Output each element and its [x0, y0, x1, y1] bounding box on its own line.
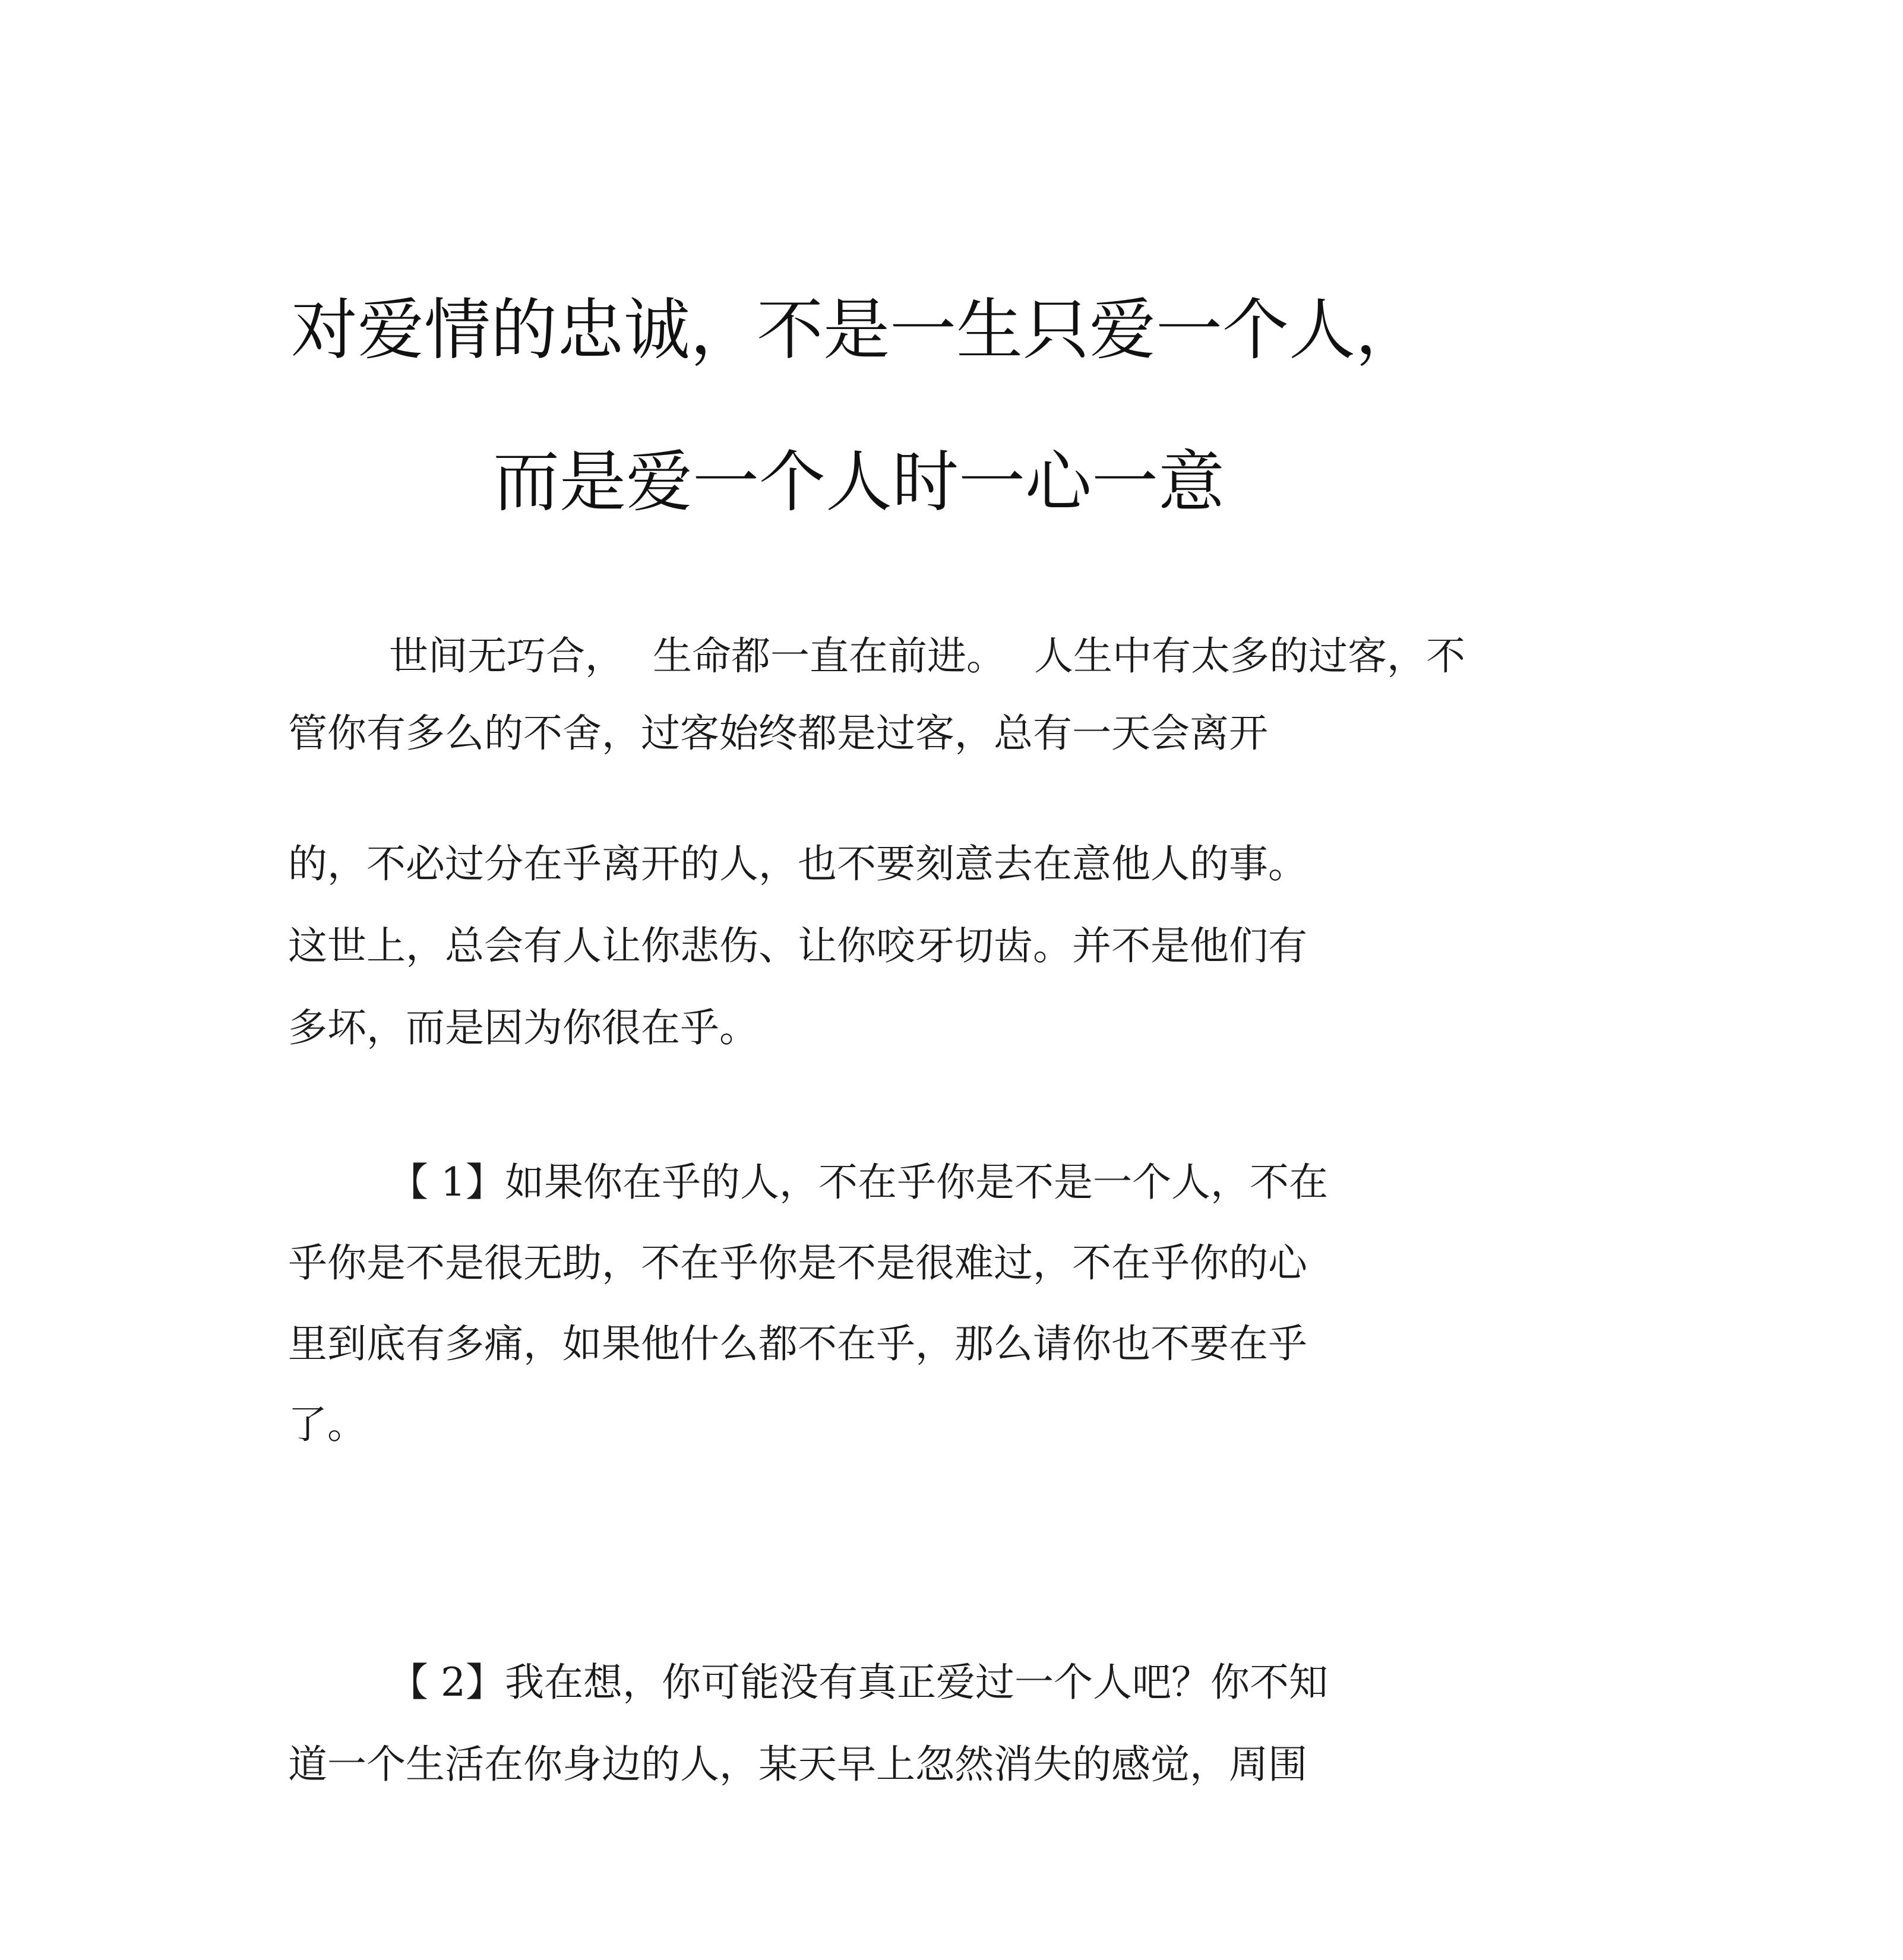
paragraph-3-line-1: 【 2】我在想，你可能没有真正爱过一个人吧？你不知	[389, 1659, 1328, 1705]
paragraph-1-line-2: 管你有多么的不舍，过客始终都是过客，总有一天会离开	[288, 710, 1268, 756]
paragraph-1-line-5: 多坏，而是因为你很在乎。	[288, 1005, 758, 1051]
paragraph-1-line-3: 的，不必过分在乎离开的人，也不要刻意去在意他人的事。	[288, 841, 1307, 887]
paragraph-2-line-2: 乎你是不是很无助，不在乎你是不是很难过，不在乎你的心	[288, 1240, 1307, 1286]
paragraph-2-line-3: 里到底有多痛，如果他什么都不在乎，那么请你也不要在乎	[288, 1321, 1307, 1367]
paragraph-1-segment-b: 生命都一直在前进。	[653, 633, 1006, 679]
paragraph-1-line-4: 这世上，总会有人让你悲伤、让你咬牙切齿。并不是他们有	[288, 923, 1307, 969]
paragraph-1-segment-a: 世间无巧合，	[389, 633, 624, 679]
paragraph-3-line-2: 道一个生活在你身边的人，某天早上忽然消失的感觉，周围	[288, 1741, 1307, 1787]
paragraph-1-line-1	[389, 633, 1465, 679]
paragraph-2-line-1: 【 1】如果你在乎的人，不在乎你是不是一个人，不在	[389, 1159, 1328, 1205]
paragraph-2-line-4: 了。	[288, 1402, 366, 1447]
title-line-2: 而是爱一个人时一心一意	[493, 444, 1225, 521]
paragraph-1-segment-c: 人生中有太多的过客，不	[1034, 633, 1465, 679]
title-line-1: 对爱情的忠诚，不是一生只爱一个人，	[291, 292, 1422, 369]
